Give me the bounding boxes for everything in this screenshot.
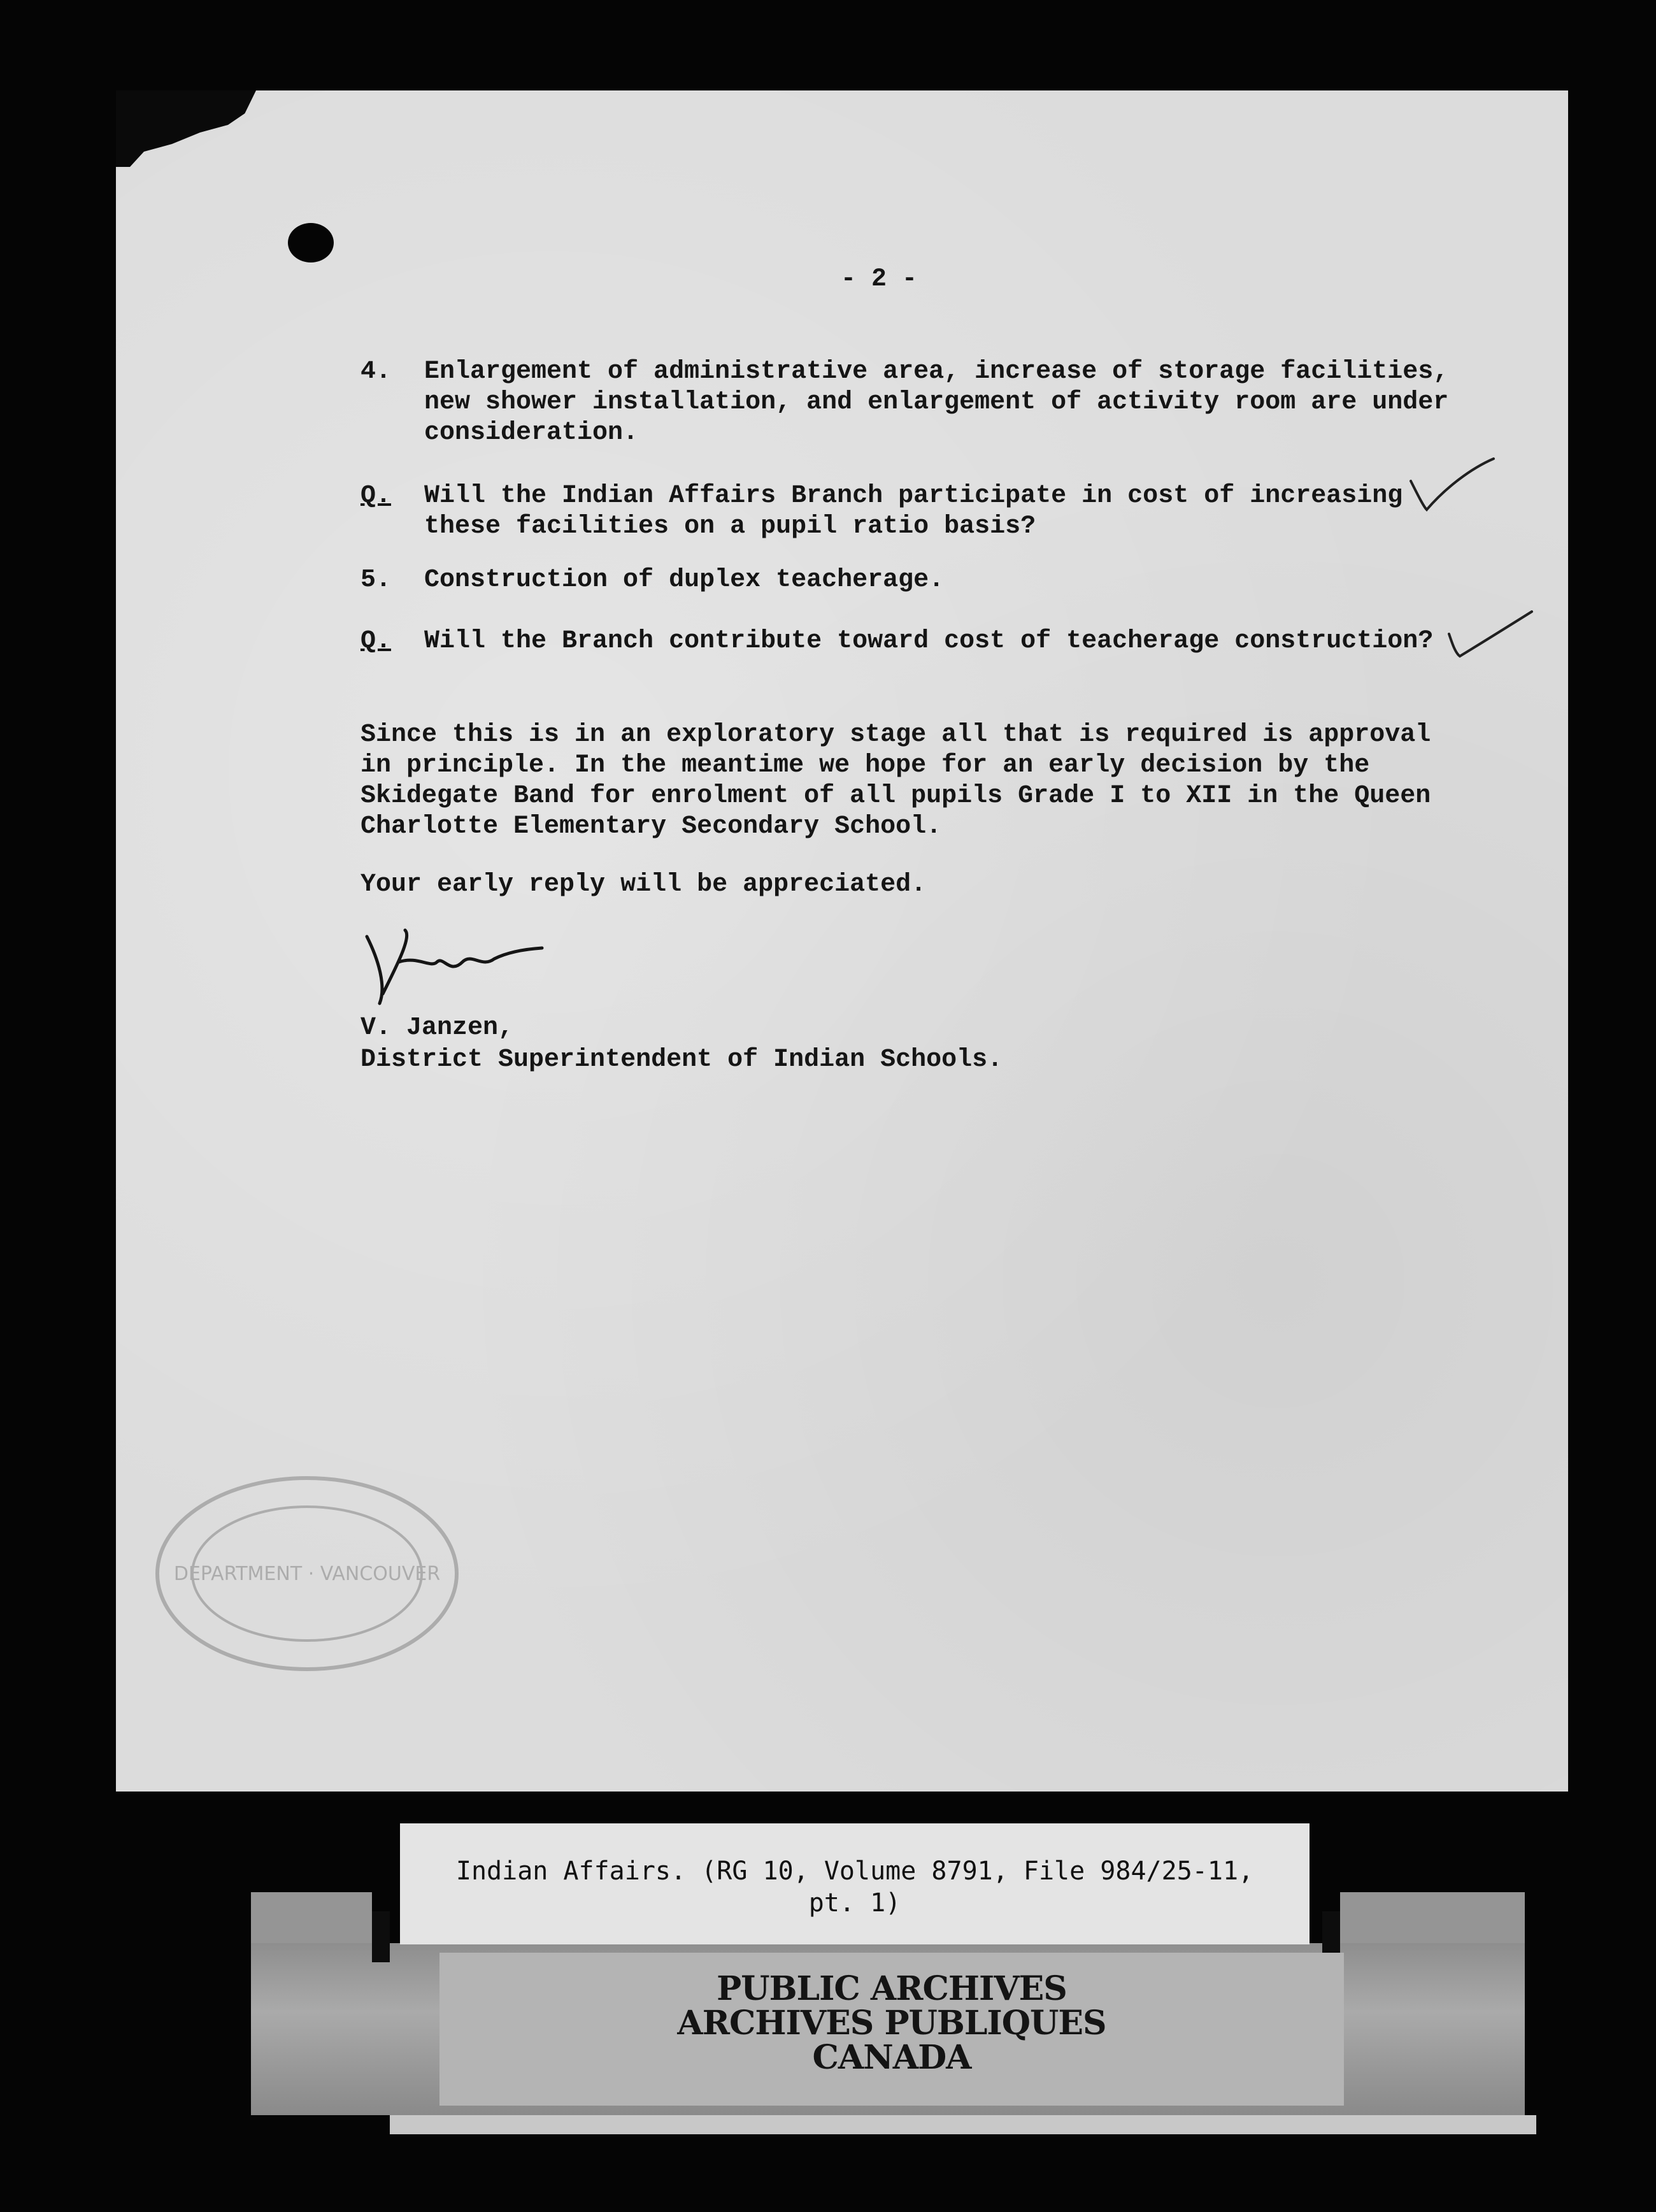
checkmark-icon [1408, 456, 1497, 513]
question-marker-2: Q. [360, 627, 392, 656]
checkmark-icon [1446, 605, 1535, 663]
archive-label-line1: PUBLIC ARCHIVES [717, 1969, 1067, 2008]
item-text-5: Construction of duplex teacherage. [424, 566, 945, 594]
item-number-5: 5. [360, 566, 392, 594]
question-text-1: Will the Indian Affairs Branch participate in cost of increasing these facilities on a pupil ratio basis? [424, 482, 1403, 541]
signer-name: V. Janzen, [360, 1014, 514, 1042]
closing-paragraph: Since this is in an exploratory stage all that is required is approval in principle. In the meantime we hope for an early decision by the Skidegate Band for enrolment of all pupils Grade I to XII in the Queen Charlotte Elementary Secondary School. [360, 721, 1431, 841]
reply-line: Your early reply will be appreciated. [360, 870, 927, 899]
archive-label [439, 1969, 1344, 2077]
signer-title: District Superintendent of Indian Schools. [360, 1045, 1003, 1074]
archive-label-line3: CANADA [812, 2038, 971, 2077]
tray-base [390, 2115, 1536, 2134]
tray-slot [372, 1911, 390, 1962]
item-text-4: Enlargement of administrative area, increase of storage facilities, new shower installation, and enlargement of activity room are under consideration. [424, 357, 1449, 447]
item-number-4: 4. [360, 357, 392, 386]
archive-label-line2: ARCHIVES PUBLIQUES [677, 2004, 1106, 2043]
archive-reference-line1: Indian Affairs. (RG 10, Volume 8791, File 984/25-11, [455, 1856, 1254, 1886]
faded-stamp [148, 1469, 466, 1679]
signature [360, 924, 545, 1007]
archive-reference-line2: pt. 1) [808, 1888, 901, 1918]
archive-reference-card [400, 1823, 1310, 1944]
stamp-text: DEPARTMENT · VANCOUVER [173, 1563, 441, 1585]
question-marker-1: Q. [360, 482, 392, 510]
question-text-2: Will the Branch contribute toward cost of teacherage construction? [424, 627, 1434, 656]
page-number: - 2 - [840, 265, 918, 294]
